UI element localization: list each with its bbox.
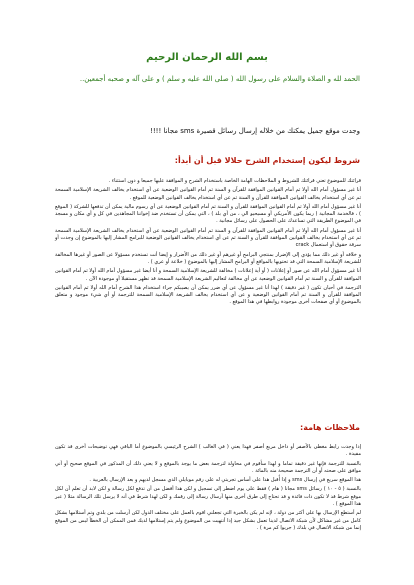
conditions-paragraph: قرائتك للموضوع تعني قرائتك للشروط و الملاحظات الهامة الخاصة باستخدام الشرح و الموافقة عليها جميعا و دون استثناء . xyxy=(108,178,361,184)
conditions-paragraph: أنا غير مسؤول أمام الله أولا ثم أمام القوانين الموافقة للقرآن و السنة ثم أمام القوانين الوضعية عن أي استخدام يخالف الشريعة الإسلامية السمحة ثم عن أي استخدام يخالف القوانين الموافقة للقرآن و السنة ثم عن أي استخدام يخالف القوانين الوضعية للموقع . xyxy=(55,187,361,201)
conditions-paragraph: و خلافه أو غير ذلك مما يؤدي إلى الإضرار بمنتجي البرامج أو غيرهم أو غير ذلك من الأضرار و إيضا أنت تستخدم مسؤولا عن الصور أو غيرها المخالفة للشريعة الإسلامية السمحة التي قد تحتويها بالمواقع أو البرامج المشار إليها بالموضوع ( خلاعة أو عري ) . xyxy=(55,251,361,265)
conditions-paragraph: أنا غير مسؤول أمام الله أولا ثم أمام القوانين الموافقة للقرآن و السنة ثم أمام القوانين الوضعية عن أي استخدام يخالف الشريعة الإسلامية السمحة ثم عن أي استخدام يخالف القوانين الموافقة للقرآن و السنة ثم عن أي استخدام يخالف القوانين الوضعية للبرامج المشار إليها بالموضوع إن وجدت أو سرقة حقوق أو استعمال crack xyxy=(55,227,361,249)
notes-title: ملاحظات هامة: xyxy=(300,423,360,432)
notes-paragraph: لم أستطع الإرسال بها على أكثر من دولة ، لإنه لم يكن بالخبرة التي تجعلني اقوم بالعمل على مختلف الدول لكن أرسلت من بلدي وتم أستلامها بشكل كامل من غير مشاكل لأن شبكة الاتصال لدينا تعمل بشكل جيد إذا أنتهيت من الموضوع ولم يتم إستلامها لديك فمن الممكن أن الخطأ ليس من الموقع إنما من شبكة الاتصال في بلدك ( جربوا كم مرة ) . xyxy=(55,510,361,531)
notes-paragraph: إذا وجدت رابط مغطى بالأصفر أو داخل مربع أصفر فهذا يعني ( في الغالب ) الشرح الرئيسي بالموضوع أما الباقي فهي توضيحات أخرى قد تكون مفيدة . xyxy=(55,444,361,458)
notes-paragraph: بالنسبة ( ٥ - ١٠ ) رسائل sms مجانا ( هام ) فقط على يوم اضطر إلى تسجيل و لكن هذا أفضل من أن تدفع لكل رسالة و لكن لابد أن تعلم أن لكل موقع شرط قد لا تكون ذات فائدة و قد تحتاج إلى طرق أخرى منها أرسال رسالة إلى رقمك و لكن لهذا شرط في أنه لا يرسل تلك الرسالة مثلا ( عبر هذا الموقع ) . xyxy=(55,486,362,508)
notes-paragraph: بالنسبة للترجمة فإنها غير دقيقة تماما و لهذا سأقوم في محاولة لترجمة بعض ما يوجد بالموقع و لا يعني ذلك أن المذكور في الموقع صحيح أو أني موافق على صحته أو أن الترجمة صحيحة منه بالمائة . xyxy=(55,460,361,474)
intro-text: الحمد لله و الصلاة والسلام على رسول الله ( صلى الله عليه و سلم ) و على آله و صحبه أجمعين.. xyxy=(79,75,360,83)
conditions-title: شروط ليكون إستخدام الشرح حلالا قبل أن أبدأ: xyxy=(174,156,360,165)
conditions-paragraph: أنا غير مسؤول أمام الله عن صور أو إعلانات ( أو أية إعلانات ) مخالفة للشريعة الإسلامية السمحة و أنا أيضا غير مسؤول أمام الله أولا ثم أمام القوانين الموافقة للقرآن و السنة ثم أمام القوانين الوضعية عن أي مخالفة لتعاليم الشريعة الإسلامية السمحة قد تظهر مستقبلا أو موجودة الآن . xyxy=(55,268,361,282)
discover-text: وجدت موقع جميل يمكنك من خلاله إرسال رسائل قصيرة sms مجانا !!!! xyxy=(150,127,360,135)
conditions-body xyxy=(55,178,361,309)
conditions-paragraph: الترجمة في أحيان تكون ( غير دقيقة ) لهذا أنا غير مسؤول عن أي ضرر يمكن أن يصيبكم جراء استخدام هذا الشرح أمام الله أولا ثم أمام القوانين الموافقة للقرآن و السنة ثم أمام القوانين الوضعية و عن أي استخدام يخالف الشريعة الإسلامية السمحة للترجمة أو أي شيء موجود و متعلق بالموضوع أو أي صفحات أخرى موجودة روابطها في هذا الموقع . xyxy=(55,284,361,306)
notes-body xyxy=(55,444,361,534)
notes-paragraph: هذا الموقع سريع في إرسال sms و إذا أُقبل هذا على أساس تجربتي له على رقم موبايلي الذي مسجل لديهم و بعد الإرسال بالعربية . xyxy=(89,477,361,484)
conditions-paragraph: أنا غير مسؤول أمام الله أولا ثم أمام القوانين الموافقة للقرآن و السنة ثم أمام القوانين الوضعية عن أي رسوم مالية يمكن أن تدفعها للشركة ( الموقع ) ، فالخدمة المجانية ( ربما يكون الأمريكي أو مسيحيو الي ، من أي بلد ) ، التي يمكن أن تستخدم ضد إخواننا المجاهدين في كل و أي مكان و مسجد في الموضوع الطريقة التي تساعدك على الحصول على رسائل مجانية . xyxy=(55,203,361,225)
basmala-heading: بسم الله الرحمان الرحيم xyxy=(146,52,268,63)
